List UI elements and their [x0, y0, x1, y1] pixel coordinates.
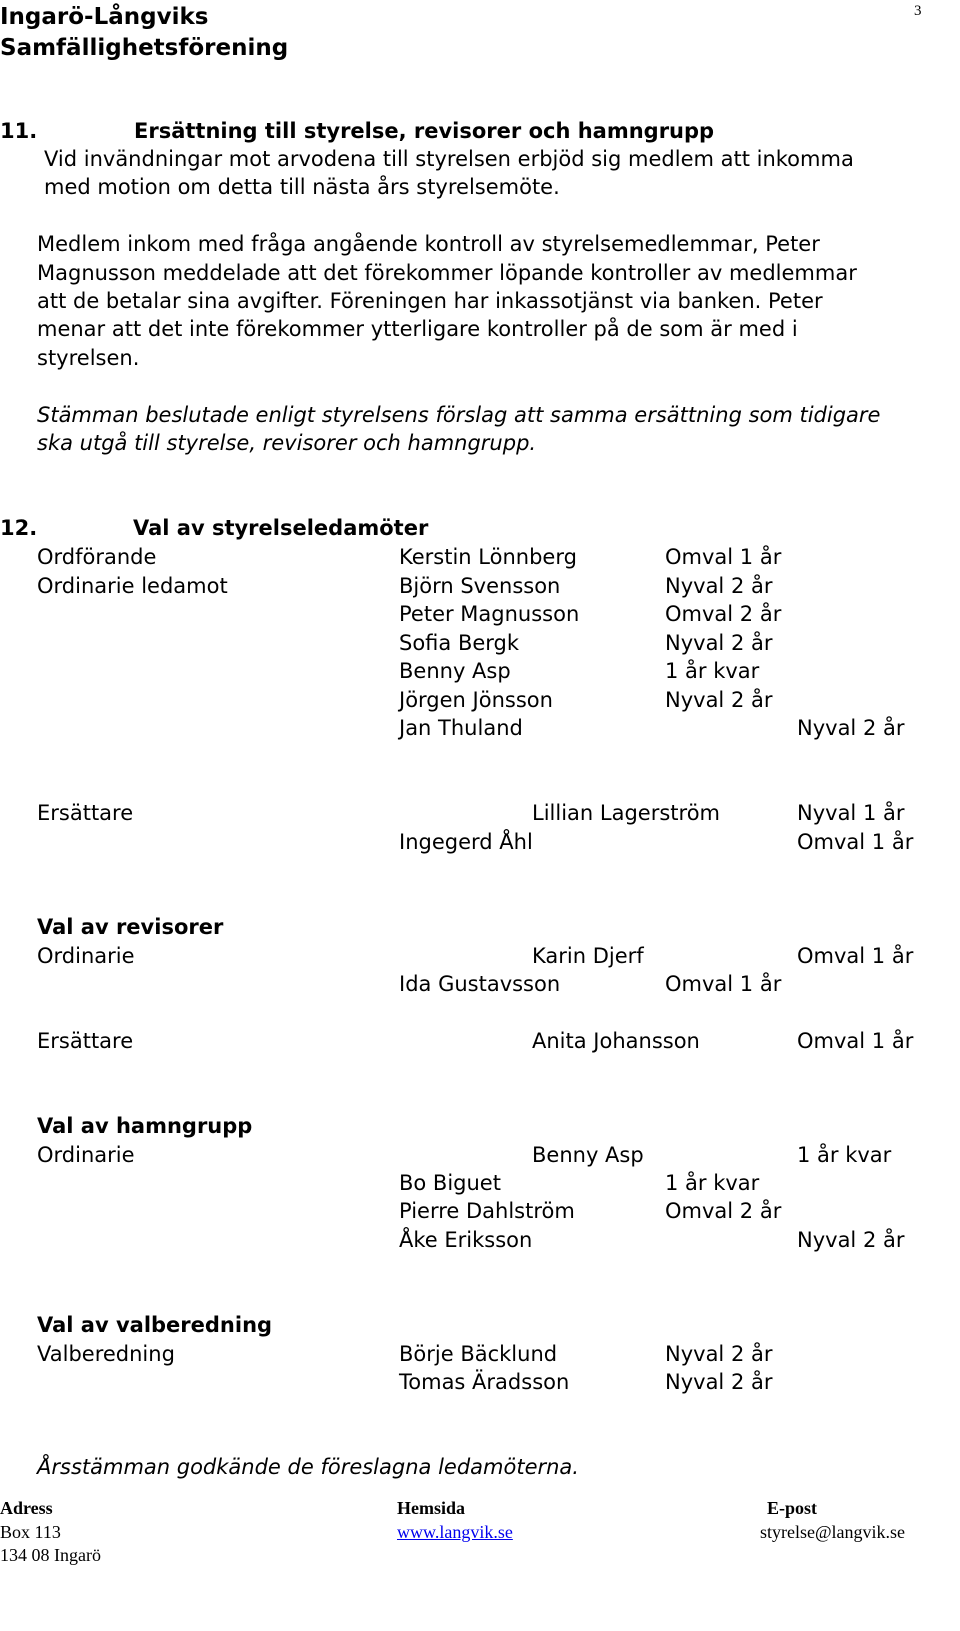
member-name: Lillian Lagerström — [532, 801, 720, 825]
nomination-heading: Val av valberedning — [37, 1313, 273, 1337]
role-label: Ersättare — [37, 1029, 134, 1053]
member-name: Peter Magnusson — [399, 602, 580, 626]
harbor-heading: Val av hamngrupp — [37, 1114, 253, 1138]
section-11-number: 11. — [0, 119, 38, 143]
member-name: Karin Djerf — [532, 944, 644, 968]
election-status: Nyval 2 år — [797, 716, 905, 740]
role-label: Ordinarie — [37, 1143, 135, 1167]
election-status: Omval 2 år — [665, 602, 782, 626]
website-link[interactable]: www.langvik.se — [397, 1522, 513, 1542]
section-11-paragraph-line: menar att det inte förekommer ytterligare kontroller på de som är med i — [37, 317, 798, 341]
member-name: Jörgen Jönsson — [399, 688, 553, 712]
footer-address-label: Adress — [0, 1498, 53, 1518]
election-status: Nyval 2 år — [665, 1370, 773, 1394]
election-status: 1 år kvar — [665, 659, 760, 683]
role-label: Valberedning — [37, 1342, 175, 1366]
election-status: 1 år kvar — [665, 1171, 760, 1195]
member-name: Benny Asp — [532, 1143, 644, 1167]
election-status: Omval 2 år — [665, 1199, 782, 1223]
member-name: Anita Johansson — [532, 1029, 700, 1053]
member-name: Ingegerd Åhl — [399, 830, 533, 854]
section-11-title: Ersättning till styrelse, revisorer och hamngrupp — [134, 119, 715, 143]
role-label: Ordinarie — [37, 944, 135, 968]
member-name: Björn Svensson — [399, 574, 561, 598]
footer-web-container — [397, 1520, 513, 1544]
section-11-paragraph-line: Magnusson meddelade att det förekommer löpande kontroller av medlemmar — [37, 261, 857, 285]
election-status: Nyval 2 år — [797, 1228, 905, 1252]
member-name: Åke Eriksson — [399, 1228, 533, 1252]
footer-web-label: Hemsida — [397, 1498, 466, 1518]
footer-email-label: E-post — [767, 1498, 818, 1518]
member-name: Bo Biguet — [399, 1171, 501, 1195]
election-status: Omval 1 år — [797, 1029, 914, 1053]
election-status: Omval 1 år — [797, 830, 914, 854]
election-status: 1 år kvar — [797, 1143, 892, 1167]
section-12-number: 12. — [0, 516, 38, 540]
page-number: 3 — [914, 3, 922, 19]
footer-email-value: styrelse@langvik.se — [760, 1522, 906, 1542]
section-11-paragraph-line: Medlem inkom med fråga angående kontroll av styrelsemedlemmar, Peter — [37, 232, 820, 256]
member-name: Sofia Bergk — [399, 631, 520, 655]
org-name-line2: Samfällighetsförening — [0, 35, 289, 61]
member-name: Tomas Äradsson — [399, 1370, 570, 1394]
section-12-title: Val av styrelseledamöter — [133, 516, 429, 540]
election-status: Nyval 2 år — [665, 1342, 773, 1366]
section-11-decision-line: Stämman beslutade enligt styrelsens förslag att samma ersättning som tidigare — [37, 403, 881, 427]
section-11-paragraph-line: att de betalar sina avgifter. Föreningen har inkassotjänst via banken. Peter — [37, 289, 823, 313]
section-11-decision-line: ska utgå till styrelse, revisorer och hamngrupp. — [37, 431, 537, 455]
role-label: Ordinarie ledamot — [37, 574, 228, 598]
election-status: Nyval 1 år — [797, 801, 905, 825]
member-name: Jan Thuland — [399, 716, 523, 740]
member-name: Börje Bäcklund — [399, 1342, 558, 1366]
election-status: Omval 1 år — [665, 545, 782, 569]
election-status: Omval 1 år — [797, 944, 914, 968]
election-status: Omval 1 år — [665, 972, 782, 996]
member-name: Benny Asp — [399, 659, 511, 683]
member-name: Ida Gustavsson — [399, 972, 561, 996]
role-label: Ordförande — [37, 545, 157, 569]
section-11-intro-line: Vid invändningar mot arvodena till styrelsen erbjöd sig medlem att inkomma — [44, 147, 854, 171]
footer-address-line: Box 113 — [0, 1522, 61, 1542]
member-name: Kerstin Lönnberg — [399, 545, 577, 569]
election-status: Nyval 2 år — [665, 688, 773, 712]
closing-statement: Årsstämman godkände de föreslagna ledamöterna. — [37, 1455, 579, 1479]
member-name: Pierre Dahlström — [399, 1199, 575, 1223]
auditors-heading: Val av revisorer — [37, 915, 224, 939]
section-11-intro-line: med motion om detta till nästa års styrelsemöte. — [44, 175, 560, 199]
org-name-line1: Ingarö-Långviks — [0, 4, 209, 30]
footer-address-line: 134 08 Ingarö — [0, 1545, 101, 1565]
role-label: Ersättare — [37, 801, 134, 825]
election-status: Nyval 2 år — [665, 631, 773, 655]
election-status: Nyval 2 år — [665, 574, 773, 598]
section-11-paragraph-line: styrelsen. — [37, 346, 140, 370]
